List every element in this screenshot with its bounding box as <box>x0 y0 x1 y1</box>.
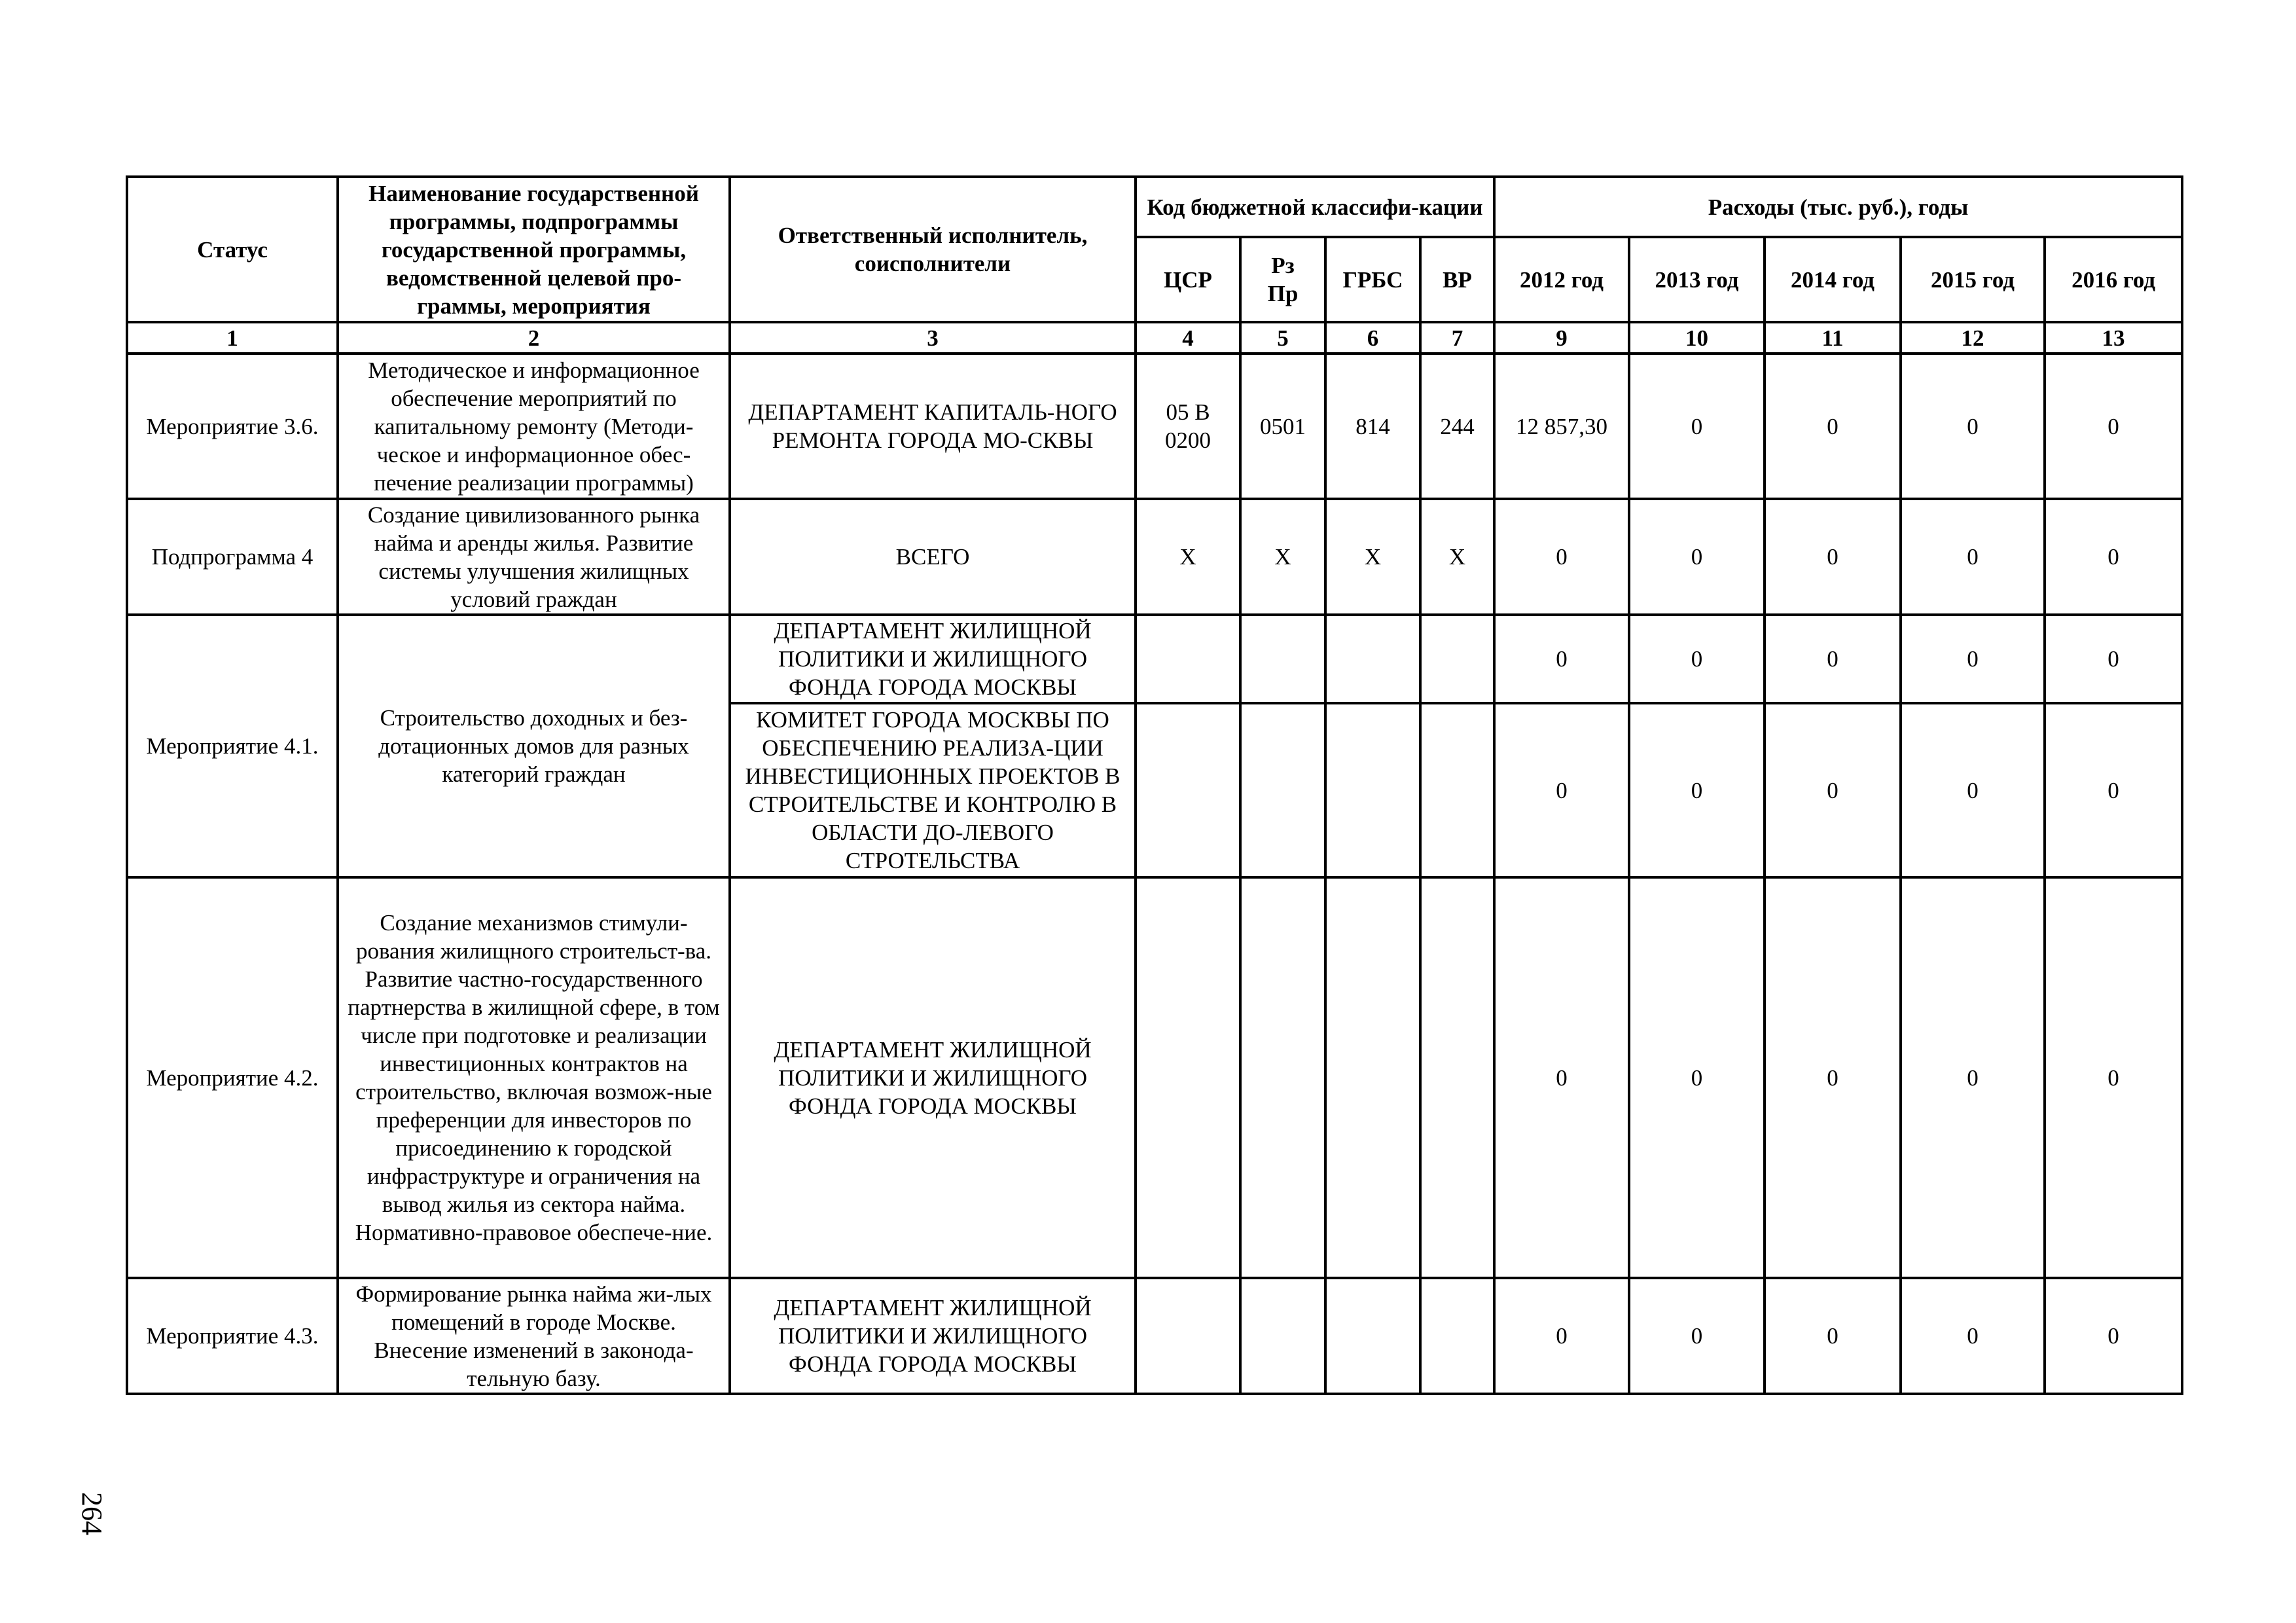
column-number: 3 <box>730 322 1136 354</box>
header-csr: ЦСР <box>1136 237 1240 322</box>
table-row-4-2 <box>127 877 2182 1278</box>
column-number: 6 <box>1325 322 1420 354</box>
row-status: Мероприятие 4.2. <box>127 877 338 1278</box>
row-value: 0 <box>1765 354 1901 499</box>
row-executor: ДЕПАРТАМЕНТ ЖИЛИЩНОЙ ПОЛИТИКИ И ЖИЛИЩНОГО ФОНДА ГОРОДА МОСКВЫ <box>730 877 1136 1278</box>
row-value: 0 <box>1901 499 2045 615</box>
column-number: 5 <box>1240 322 1325 354</box>
row-status: Мероприятие 4.1. <box>127 615 338 877</box>
row-value: 0 <box>1901 1278 2045 1394</box>
row-grbs <box>1325 1278 1420 1394</box>
row-value: 0 <box>1901 615 2045 703</box>
row-value: 12 857,30 <box>1494 354 1629 499</box>
column-number: 9 <box>1494 322 1629 354</box>
row-value: 0 <box>1494 1278 1629 1394</box>
row-value: 0 <box>2045 354 2182 499</box>
column-number: 10 <box>1629 322 1765 354</box>
row-vr: 244 <box>1420 354 1494 499</box>
row-csr <box>1136 877 1240 1278</box>
row-grbs <box>1325 703 1420 877</box>
row-name: Методическое и информационное обеспечение мероприятий по капитальному ремонту (Методи-ческое и информационное обес-печение реализации программы) <box>338 354 730 499</box>
row-csr: Х <box>1136 499 1240 615</box>
row-name: Строительство доходных и без-дотационных домов для разных категорий граждан <box>338 615 730 877</box>
row-grbs <box>1325 877 1420 1278</box>
row-value: 0 <box>1629 499 1765 615</box>
row-value: 0 <box>2045 499 2182 615</box>
row-value: 0 <box>1494 877 1629 1278</box>
row-value: 0 <box>2045 703 2182 877</box>
header-vr: ВР <box>1420 237 1494 322</box>
row-grbs: 814 <box>1325 354 1420 499</box>
page-number: 264 <box>76 1492 108 1535</box>
row-rzpr <box>1240 1278 1325 1394</box>
header-year: 2013 год <box>1629 237 1765 322</box>
header-executor: Ответственный исполнитель, соисполнители <box>730 177 1136 322</box>
row-executor: ДЕПАРТАМЕНТ ЖИЛИЩНОЙ ПОЛИТИКИ И ЖИЛИЩНОГО ФОНДА ГОРОДА МОСКВЫ <box>730 1278 1136 1394</box>
row-vr <box>1420 877 1494 1278</box>
row-value: 0 <box>1765 877 1901 1278</box>
header-rz-pr: Рз Пр <box>1240 237 1325 322</box>
column-number: 7 <box>1420 322 1494 354</box>
row-grbs <box>1325 615 1420 703</box>
row-value: 0 <box>2045 615 2182 703</box>
header-row <box>127 177 2182 237</box>
row-value: 0 <box>2045 877 2182 1278</box>
row-value: 0 <box>1494 703 1629 877</box>
row-value: 0 <box>1629 703 1765 877</box>
budget-table <box>126 175 2183 1395</box>
header-name: Наименование государственной программы, подпрограммы государственной программы, ведомственной целевой про-граммы, мероприятия <box>338 177 730 322</box>
header-expenses: Расходы (тыс. руб.), годы <box>1494 177 2182 237</box>
row-csr <box>1136 615 1240 703</box>
header-budget-code: Код бюджетной классифи-кации <box>1136 177 1494 237</box>
row-executor: КОМИТЕТ ГОРОДА МОСКВЫ ПО ОБЕСПЕЧЕНИЮ РЕАЛИЗА-ЦИИ ИНВЕСТИЦИОННЫХ ПРОЕКТОВ В СТРОИТЕЛЬСТВЕ И КОНТРОЛЮ В ОБЛАСТИ ДО-ЛЕВОГО СТРОТЕЛЬСТВА <box>730 703 1136 877</box>
header-year: 2015 год <box>1901 237 2045 322</box>
row-vr: Х <box>1420 499 1494 615</box>
row-rzpr <box>1240 877 1325 1278</box>
row-value: 0 <box>1629 354 1765 499</box>
header-year: 2016 год <box>2045 237 2182 322</box>
row-value: 0 <box>1765 499 1901 615</box>
row-csr <box>1136 703 1240 877</box>
row-rzpr <box>1240 703 1325 877</box>
row-value: 0 <box>1494 499 1629 615</box>
row-name: Создание цивилизованного рынка найма и аренды жилья. Развитие системы улучшения жилищных условий граждан <box>338 499 730 615</box>
column-number: 11 <box>1765 322 1901 354</box>
row-value: 0 <box>1629 615 1765 703</box>
row-rzpr: Х <box>1240 499 1325 615</box>
row-value: 0 <box>1765 703 1901 877</box>
column-number: 1 <box>127 322 338 354</box>
table-row-subprogram-4 <box>127 499 2182 615</box>
row-status: Мероприятие 3.6. <box>127 354 338 499</box>
header-year: 2012 год <box>1494 237 1629 322</box>
header-year: 2014 год <box>1765 237 1901 322</box>
row-executor: ДЕПАРТАМЕНТ ЖИЛИЩНОЙ ПОЛИТИКИ И ЖИЛИЩНОГО ФОНДА ГОРОДА МОСКВЫ <box>730 615 1136 703</box>
row-value: 0 <box>1901 703 2045 877</box>
row-executor: ВСЕГО <box>730 499 1136 615</box>
row-vr <box>1420 1278 1494 1394</box>
header-status: Статус <box>127 177 338 322</box>
table-row-4-1 <box>127 615 2182 703</box>
row-value: 0 <box>1494 615 1629 703</box>
row-value: 0 <box>1765 615 1901 703</box>
row-csr <box>1136 1278 1240 1394</box>
column-number-row <box>127 322 2182 354</box>
row-vr <box>1420 615 1494 703</box>
table-row-3-6 <box>127 354 2182 499</box>
row-value: 0 <box>1901 354 2045 499</box>
row-rzpr <box>1240 615 1325 703</box>
row-name: Создание механизмов стимули-рования жилищного строительст-ва. Развитие частно-государственного партнерства в жилищной сфере, в том числе при подготовке и реализации инвестиционных контрактов на строительство, включая возмож-ные преференции для инвесторов по присоединению к городской инфраструктуре и ограничения на вывод жилья из сектора найма. Нормативно-правовое обеспече-ние. <box>338 877 730 1278</box>
row-value: 0 <box>2045 1278 2182 1394</box>
row-status: Мероприятие 4.3. <box>127 1278 338 1394</box>
row-rzpr: 0501 <box>1240 354 1325 499</box>
column-number: 2 <box>338 322 730 354</box>
row-value: 0 <box>1901 877 2045 1278</box>
column-number: 13 <box>2045 322 2182 354</box>
row-value: 0 <box>1629 1278 1765 1394</box>
header-grbs: ГРБС <box>1325 237 1420 322</box>
row-grbs: Х <box>1325 499 1420 615</box>
row-value: 0 <box>1765 1278 1901 1394</box>
table-row-4-3 <box>127 1278 2182 1394</box>
row-vr <box>1420 703 1494 877</box>
row-csr: 05 В 0200 <box>1136 354 1240 499</box>
row-status: Подпрограмма 4 <box>127 499 338 615</box>
column-number: 12 <box>1901 322 2045 354</box>
row-executor: ДЕПАРТАМЕНТ КАПИТАЛЬ-НОГО РЕМОНТА ГОРОДА МО-СКВЫ <box>730 354 1136 499</box>
row-value: 0 <box>1629 877 1765 1278</box>
column-number: 4 <box>1136 322 1240 354</box>
row-name: Формирование рынка найма жи-лых помещений в городе Москве. Внесение изменений в законода-тельную базу. <box>338 1278 730 1394</box>
